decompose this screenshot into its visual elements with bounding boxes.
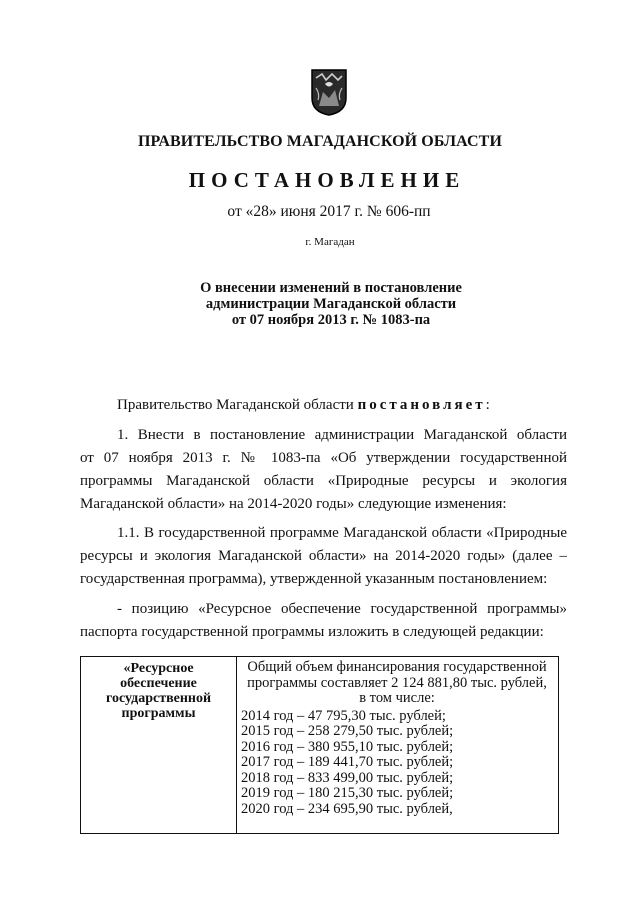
table-left-cell: [81, 661, 236, 721]
funding-by-year: [241, 709, 553, 818]
intro-paragraph: [80, 394, 567, 417]
resource-table: [80, 656, 559, 834]
document-date-number: от «28» июня 2017 г. № 606-пп: [227, 203, 431, 220]
paragraph-1: [80, 424, 567, 516]
intro-prefix: Правительство Магаданской области: [117, 397, 354, 413]
funding-total-line: в том числе:: [359, 690, 435, 706]
paragraph-1-1-item: [80, 598, 567, 644]
paragraph-line: программы Магаданской области «Природные ресурсы и экология: [80, 473, 567, 489]
year-funding-row: 2015 год – 258 279,50 тыс. рублей;: [241, 723, 454, 740]
year-funding-row: 2017 год – 189 441,70 тыс. рублей;: [241, 754, 454, 771]
intro-decree-word: постановляет: [357, 397, 486, 413]
paragraph-line: от 07 ноября 2013 г. № 1083-па «Об утверждении государственной: [80, 450, 567, 466]
funding-total-line: программы составляет 2 124 881,80 тыс. рублей,: [247, 674, 547, 691]
paragraph-line: ресурсы и экология Магаданской области» на 2014-2020 годы» (далее –: [80, 548, 567, 564]
funding-total: [241, 660, 553, 707]
year-funding-row: 2014 год – 47 795,30 тыс. рублей;: [241, 707, 446, 724]
year-funding-row: 2019 год – 180 215,30 тыс. рублей;: [241, 785, 454, 802]
paragraph-1-1: [80, 522, 567, 591]
paragraph-line: паспорта государственной программы изложить в следующей редакции:: [80, 624, 544, 640]
subject-line: администрации Магаданской области: [205, 296, 457, 312]
government-title: ПРАВИТЕЛЬСТВО МАГАДАНСКОЙ ОБЛАСТИ: [137, 133, 502, 150]
paragraph-line: - позицию «Ресурсное обеспечение государственной программы»: [117, 601, 567, 617]
subject-line: О внесении изменений в постановление: [200, 280, 462, 296]
table-right-cell: [241, 660, 553, 818]
intro-suffix: :: [485, 397, 490, 413]
funding-total-line: Общий объем финансирования государственной: [247, 659, 547, 675]
document-subject: [0, 280, 640, 328]
year-funding-row: 2016 год – 380 955,10 тыс. рублей;: [241, 738, 454, 755]
paragraph-line: 1. Внести в постановление администрации Магаданской области: [117, 427, 567, 443]
table-left-line: программы: [121, 706, 196, 721]
table-column-divider: [236, 657, 237, 833]
table-left-line: государственной: [105, 691, 212, 706]
year-funding-row: 2018 год – 833 499,00 тыс. рублей;: [241, 769, 454, 786]
paragraph-line: 1.1. В государственной программе Магаданской области «Природные: [117, 525, 567, 541]
paragraph-line: государственная программа), утвержденной указанным постановлением:: [80, 571, 548, 587]
paragraph-line: Магаданской области» на 2014-2020 годы» следующие изменения:: [80, 496, 507, 512]
document-city: г. Магадан: [305, 236, 355, 248]
table-left-line: обеспечение: [120, 676, 197, 691]
year-funding-row: 2020 год – 234 695,90 тыс. рублей,: [241, 801, 453, 818]
magadan-coat-of-arms-icon: [310, 68, 348, 116]
document-type-title: ПОСТАНОВЛЕНИЕ: [188, 168, 466, 192]
subject-line: от 07 ноября 2013 г. № 1083-па: [231, 312, 431, 328]
table-left-line: «Ресурсное: [123, 661, 194, 676]
